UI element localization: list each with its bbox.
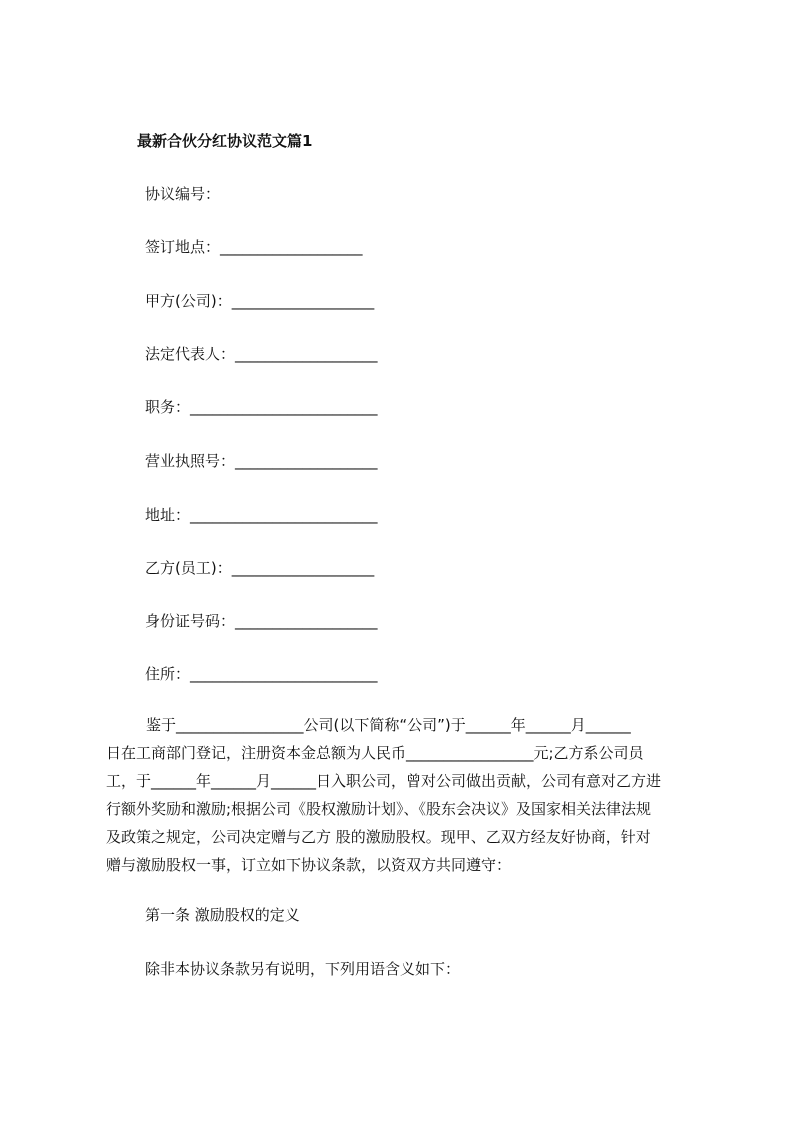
field-party-b: 乙方(员工)：___________________: [145, 559, 375, 577]
paragraph-line: 赠与激励股权一事，订立如下协议条款，以资双方共同遵守：: [106, 856, 512, 874]
paragraph-line: 及政策之规定，公司决定赠与乙方 股的激励股权。现甲、乙双方经友好协商，针对: [106, 828, 651, 846]
paragraph-line: 行额外奖励和激励;根据公司《股权激励计划》、《股东会决议》及国家相关法律法规: [106, 800, 652, 818]
article-title: 第一条 激励股权的定义: [145, 906, 300, 924]
field-residence: 住所：_________________________: [145, 665, 378, 683]
document-title: 最新合伙分红协议范文篇1: [137, 132, 313, 150]
article-intro: 除非本协议条款另有说明，下列用语含义如下：: [145, 960, 461, 978]
field-party-a: 甲方(公司)：___________________: [145, 292, 375, 310]
field-id-number: 身份证号码：___________________: [145, 612, 378, 630]
field-position: 职务：_________________________: [145, 398, 378, 416]
field-agreement-number: 协议编号：: [145, 185, 221, 203]
preamble-paragraph: [106, 711, 706, 879]
field-legal-representative: 法定代表人：___________________: [145, 345, 378, 363]
paragraph-line: 日在工商部门登记，注册资本金总额为人民币_________________元;乙方系公司员: [106, 744, 644, 762]
field-signing-place: 签订地点：___________________: [145, 238, 363, 256]
field-address: 地址：_________________________: [145, 506, 378, 524]
paragraph-line: 工，于______年______月______日入职公司，曾对公司做出贡献，公司有意对乙方进: [106, 772, 662, 790]
field-business-license: 营业执照号：___________________: [145, 452, 378, 470]
paragraph-line: 鉴于_________________公司(以下简称“公司”)于______年______月______: [146, 716, 631, 734]
